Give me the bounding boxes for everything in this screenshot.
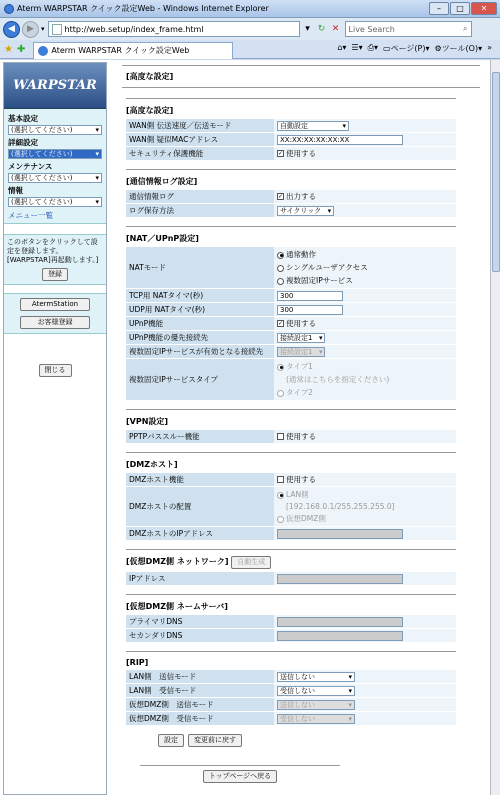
register-note	[4, 234, 106, 285]
checkbox-label: 使用する	[286, 475, 316, 484]
wan-mac-input[interactable]: XX:XX:XX:XX:XX:XX	[277, 135, 403, 145]
window-title: Aterm WARPSTAR クイック設定Web - Windows Internet Explorer	[17, 4, 269, 13]
field-label: 複数固定IPサービスタイプ	[126, 359, 274, 400]
checkbox-label: 使用する	[286, 432, 316, 441]
page-title: [高度な設定]	[122, 65, 480, 88]
checkbox-label: 使用する	[286, 319, 316, 328]
ie-icon	[4, 4, 14, 14]
checkbox-label: 出力する	[286, 192, 316, 201]
radio-label: 通常動作	[286, 250, 316, 259]
field-label: UDP用 NATタイマ(秒)	[126, 303, 274, 316]
upnp-priority-select[interactable]: 接続設定1 ▾	[277, 333, 325, 343]
field-label: NATモード	[126, 247, 274, 288]
field-label: IPアドレス	[126, 572, 274, 585]
secondary-dns-input[interactable]	[277, 631, 403, 641]
chevron-icon[interactable]: »	[487, 43, 492, 52]
maximize-button[interactable]: □	[450, 2, 470, 15]
refresh-icon[interactable]: ↻	[317, 24, 326, 34]
page-icon	[52, 24, 62, 35]
section-title: [仮想DMZ側 ネットワーク] 自動生成	[126, 549, 456, 569]
lan-receive-select[interactable]: 受信しない ▾	[277, 686, 355, 696]
field-label: セカンダリDNS	[126, 629, 274, 642]
page-menu[interactable]: ▭ページ(P)▾	[383, 44, 430, 53]
browser-tab[interactable]	[33, 42, 233, 59]
feeds-icon[interactable]: ☰▾	[351, 43, 363, 52]
tab-label: Aterm WARPSTAR クイック設定Web	[51, 46, 190, 55]
section-title: [NAT／UPnP設定]	[126, 226, 456, 244]
log-save-select[interactable]: サイクリック ▾	[277, 206, 334, 216]
form-buttons	[158, 734, 480, 747]
tab-bar	[0, 40, 500, 59]
stop-icon[interactable]: ✕	[331, 24, 340, 34]
radio-label: 複数固定IPサービス	[286, 276, 353, 285]
nat-radio-multi[interactable]	[277, 278, 284, 285]
tools-menu[interactable]: ⚙ツール(O)▾	[434, 44, 483, 53]
type1-note: (通常はこちらを指定ください)	[286, 375, 390, 384]
wan-speed-select[interactable]: 自動設定 ▾	[277, 121, 349, 131]
field-label: PPTPパススルー機能	[126, 430, 274, 443]
close-window-button[interactable]: ✕	[471, 2, 497, 15]
register-button[interactable]: 登録	[42, 268, 68, 281]
section-title: [VPN設定]	[126, 409, 456, 427]
vertical-scrollbar[interactable]	[490, 60, 500, 795]
log-checkbox[interactable]: ✓	[278, 193, 284, 200]
set-button[interactable]: 設定	[158, 734, 184, 747]
field-label: DMZホストのIPアドレス	[126, 527, 274, 540]
dmz-lan-radio[interactable]	[277, 492, 284, 499]
warpstar-logo: WARPSTAR	[4, 63, 106, 109]
sidebar	[3, 62, 107, 795]
menu-select-maintenance[interactable]: (選択してください) ▾	[8, 173, 102, 183]
sidebar-menus	[4, 109, 106, 224]
menu-title-basic: 基本設定	[8, 114, 38, 123]
scrollbar-thumb[interactable]	[492, 72, 500, 272]
field-label: ログ保存方法	[126, 204, 274, 217]
type1-radio[interactable]	[277, 364, 284, 371]
page-content	[0, 60, 490, 795]
address-bar[interactable]	[48, 21, 300, 37]
search-placeholder: Live Search	[348, 24, 395, 34]
back-button[interactable]: ◀	[3, 21, 20, 38]
address-dropdown-icon[interactable]: ▾	[305, 24, 310, 34]
radio-label: シングルユーザアクセス	[286, 263, 368, 272]
type2-radio[interactable]	[277, 390, 284, 397]
primary-dns-input[interactable]	[277, 617, 403, 627]
lan-range: [192.168.0.1/255.255.255.0]	[286, 502, 395, 511]
menu-title-maintenance: メンテナンス	[8, 162, 53, 171]
radio-label: タイプ2	[286, 388, 313, 397]
section-dmz	[126, 452, 456, 540]
close-button[interactable]: 閉じる	[39, 364, 72, 377]
field-label: 仮想DMZ側 受信モード	[126, 712, 274, 725]
menu-select-info[interactable]: (選択してください) ▾	[8, 197, 102, 207]
forward-button[interactable]: ▶	[22, 21, 39, 38]
history-dropdown-icon[interactable]: ▾	[41, 25, 45, 33]
navigation-bar	[0, 18, 500, 40]
field-label: DMZホストの配置	[126, 487, 274, 526]
pptp-checkbox[interactable]	[277, 433, 284, 440]
section-nat	[126, 226, 456, 400]
nat-radio-normal[interactable]	[277, 252, 284, 259]
customer-register-button[interactable]: お客様登録	[20, 316, 90, 329]
field-label: 通信情報ログ	[126, 190, 274, 203]
virtual-ip-input[interactable]	[277, 574, 403, 584]
address-text: http://web.setup/index_frame.html	[64, 24, 204, 34]
section-title: [通信情報ログ設定]	[126, 169, 456, 187]
home-icon[interactable]: ⌂▾	[337, 43, 347, 52]
search-icon[interactable]: ⌕	[463, 24, 468, 33]
section-virtual-dns	[126, 594, 456, 642]
print-icon[interactable]: ⎙▾	[367, 43, 379, 52]
dmz-virtual-radio[interactable]	[277, 516, 284, 523]
aterm-station-button[interactable]: AtermStation	[20, 298, 90, 311]
dmz-ip-input[interactable]	[277, 529, 403, 539]
section-vpn	[126, 409, 456, 443]
field-label: プライマリDNS	[126, 615, 274, 628]
section-advanced	[126, 98, 456, 160]
field-label: LAN側 送信モード	[126, 670, 274, 683]
udp-timer-input[interactable]: 300	[277, 305, 343, 315]
field-label: TCP用 NATタイマ(秒)	[126, 289, 274, 302]
menu-title-detail: 詳細設定	[8, 138, 38, 147]
field-label: DMZホスト機能	[126, 473, 274, 486]
top-page-area	[140, 765, 340, 783]
radio-label: 仮想DMZ側	[286, 514, 326, 523]
menu-select-basic[interactable]: (選択してください) ▾	[8, 125, 102, 135]
section-title: [RIP]	[126, 651, 456, 667]
dmz-checkbox[interactable]	[277, 476, 284, 483]
lan-send-select[interactable]: 送信しない ▾	[277, 672, 355, 682]
field-label: UPnP機能の優先接続先	[126, 331, 274, 344]
window-titlebar	[0, 0, 500, 18]
checkbox-label: 使用する	[286, 149, 316, 158]
radio-label: タイプ1	[286, 362, 313, 371]
main-form	[122, 65, 480, 747]
field-label: WAN側 疑似MACアドレス	[126, 133, 274, 146]
field-label: 仮想DMZ側 送信モード	[126, 698, 274, 711]
tab-ie-icon	[38, 46, 48, 56]
dmz-receive-select[interactable]: 受信しない ▾	[277, 714, 355, 724]
section-title: [高度な設定]	[126, 98, 456, 116]
back-to-top-button[interactable]: トップページへ戻る	[203, 770, 277, 783]
upnp-checkbox[interactable]: ✓	[278, 320, 284, 327]
menu-list-link[interactable]: メニュー一覧	[8, 211, 53, 220]
security-checkbox[interactable]: ✓	[278, 150, 284, 157]
minimize-button[interactable]: –	[429, 2, 449, 15]
multi-ip-connection-select[interactable]: 接続設定1 ▾	[277, 347, 325, 357]
nat-radio-single[interactable]	[277, 265, 284, 272]
field-label: LAN側 受信モード	[126, 684, 274, 697]
menu-select-detail[interactable]: (選択してください) ▾	[8, 149, 102, 159]
revert-button[interactable]: 変更前に戻す	[188, 734, 242, 747]
field-label: セキュリティ保護機能	[126, 147, 274, 160]
menu-title-info: 情報	[8, 186, 23, 195]
dmz-send-select[interactable]: 送信しない ▾	[277, 700, 355, 710]
search-input[interactable]	[345, 21, 472, 37]
favorites-star-icon[interactable]: ★	[4, 43, 13, 55]
field-label: WAN側 伝送速度／伝送モード	[126, 119, 274, 132]
section-title: [仮想DMZ側 ネームサーバ]	[126, 594, 456, 612]
section-log	[126, 169, 456, 217]
radio-label: LAN側	[286, 490, 309, 499]
auto-generate-button[interactable]: 自動生成	[231, 556, 271, 569]
field-label: UPnP機能	[126, 317, 274, 330]
add-favorites-icon[interactable]: ✚	[16, 43, 26, 55]
section-rip	[126, 651, 456, 725]
section-virtual-network	[126, 549, 456, 585]
tcp-timer-input[interactable]: 300	[277, 291, 343, 301]
section-title: [DMZホスト]	[126, 452, 456, 470]
sidebar-buttons	[4, 293, 106, 334]
register-note-text: このボタンをクリックして設定を登録します。[WARPSTAR]再起動します。]	[7, 238, 99, 264]
field-label: 複数固定IPサービスが有効となる接続先	[126, 345, 274, 358]
